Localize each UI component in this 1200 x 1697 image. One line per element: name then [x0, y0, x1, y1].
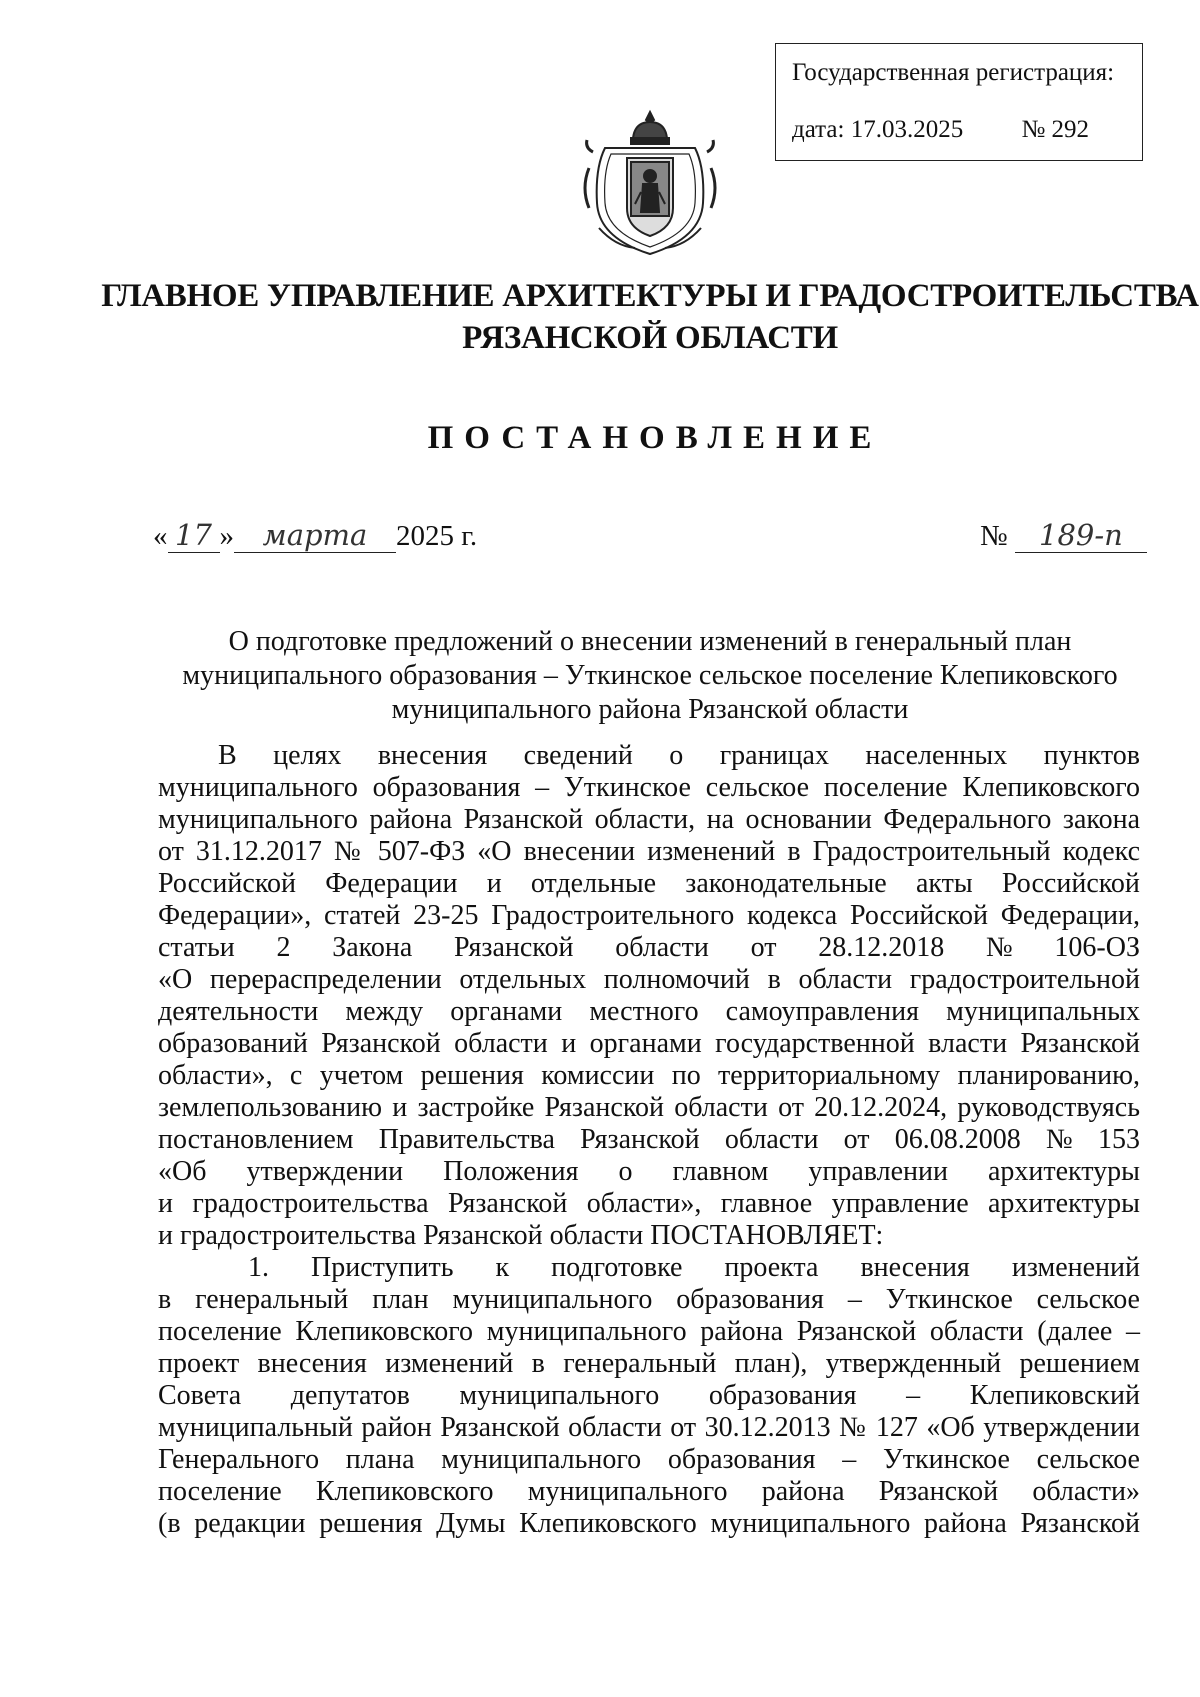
body-word: в	[158, 1284, 172, 1315]
body-line	[158, 1252, 1140, 1284]
body-line: муниципального района Рязанской области, на основании Федерального закона	[158, 804, 1140, 835]
body-word: главном	[672, 1156, 769, 1187]
body-line	[158, 1476, 1140, 1508]
body-word: законодательные	[685, 868, 887, 899]
document-body	[158, 740, 1140, 1540]
body-word: Рязанской	[454, 932, 574, 963]
document-number	[980, 520, 1147, 553]
body-word: отдельные	[530, 868, 657, 899]
body-word: от	[843, 1124, 870, 1155]
body-word: сведений	[523, 740, 633, 771]
body-word: области	[724, 1124, 819, 1155]
date-month: марта	[234, 520, 396, 553]
body-word: утверждении	[246, 1156, 404, 1187]
body-line: (в редакции решения Думы Клепиковского муниципального района Рязанской	[158, 1508, 1140, 1539]
body-word: подготовке	[551, 1252, 683, 1283]
body-word: –	[847, 1284, 862, 1315]
body-word: области»	[1032, 1476, 1140, 1507]
body-line: области», с учетом решения комиссии по территориальному планированию,	[158, 1060, 1140, 1091]
body-word: проекта	[724, 1252, 819, 1283]
body-word: целях	[273, 740, 342, 771]
subject-line-2: муниципального образования – Уткинское сельское поселение Клепиковского	[182, 660, 1118, 691]
body-word: №	[985, 932, 1013, 963]
document-subject	[150, 625, 1150, 727]
body-word: образования	[708, 1380, 857, 1411]
body-word: о	[669, 740, 684, 771]
body-line: Федерации», статей 23-25 Градостроительного кодекса Российской Федерации,	[158, 900, 1140, 931]
document-type: ПОСТАНОВЛЕНИЕ	[427, 420, 883, 456]
body-word: управлении	[808, 1156, 948, 1187]
body-word: В	[218, 740, 237, 771]
body-line: муниципальный район Рязанской области от 30.12.2013 № 127 «Об утверждении	[158, 1412, 1140, 1443]
body-line: землепользованию и застройке Рязанской области от 20.12.2024, руководствуясь	[158, 1092, 1140, 1123]
body-word: акты	[915, 868, 973, 899]
body-word: муниципального	[527, 1476, 728, 1507]
body-line	[158, 1444, 1140, 1476]
subject-line-3: муниципального района Рязанской области	[391, 694, 909, 725]
body-word: внесения	[860, 1252, 970, 1283]
body-word: Клепиковского	[315, 1476, 494, 1507]
body-word: сельское	[1036, 1284, 1140, 1315]
date-day: 17	[168, 520, 220, 553]
body-line: от 31.12.2017 № 507-ФЗ «О внесении изменений в Градостроительный кодекс	[158, 836, 1140, 867]
body-word: образования	[676, 1284, 824, 1315]
body-word: Генерального	[158, 1444, 320, 1475]
body-word: 1.	[248, 1252, 269, 1283]
body-word: постановлением	[158, 1124, 354, 1155]
body-word: 153	[1097, 1124, 1140, 1155]
body-word: границах	[719, 740, 829, 771]
body-word: Совета	[158, 1380, 242, 1411]
body-line: «О перераспределении отдельных полномочий в области градостроительной	[158, 964, 1140, 995]
body-word: о	[618, 1156, 633, 1187]
body-word: муниципального	[441, 1444, 642, 1475]
body-word: Федерации	[325, 868, 458, 899]
body-word: деятельности	[158, 996, 319, 1027]
body-word: генеральный	[195, 1284, 349, 1315]
agency-line-2: РЯЗАНСКОЙ ОБЛАСТИ	[462, 320, 838, 356]
body-line	[158, 996, 1140, 1028]
body-word: Российской	[158, 868, 296, 899]
body-line	[158, 1124, 1140, 1156]
body-word: Уткинское	[882, 1444, 1010, 1475]
body-word: 06.08.2008	[894, 1124, 1021, 1155]
body-line: и градостроительства Рязанской области ПОСТАНОВЛЯЕТ:	[158, 1220, 884, 1251]
body-word: местного	[589, 996, 699, 1027]
body-word: и	[486, 868, 502, 899]
number-label: №	[980, 520, 1008, 552]
document-date	[153, 520, 477, 553]
registration-row	[792, 117, 1142, 142]
body-word: муниципального	[452, 1284, 653, 1315]
registration-date: дата: 17.03.2025	[792, 116, 964, 143]
body-line	[158, 1284, 1140, 1316]
registration-stamp	[775, 43, 1143, 161]
body-word: от	[750, 932, 777, 963]
body-word: органами	[450, 996, 563, 1027]
agency-name	[0, 275, 1200, 359]
body-word: к	[495, 1252, 510, 1283]
body-word: 106-ОЗ	[1054, 932, 1140, 963]
body-word: муниципального	[459, 1380, 660, 1411]
body-line	[158, 1156, 1140, 1188]
body-word: –	[906, 1380, 921, 1411]
agency-line-1: ГЛАВНОЕ УПРАВЛЕНИЕ АРХИТЕКТУРЫ И ГРАДОСТРОИТЕЛЬСТВА	[101, 278, 1199, 314]
body-word: архитектуры	[987, 1156, 1140, 1187]
body-word: 2	[276, 932, 291, 963]
body-word: между	[345, 996, 424, 1027]
body-word: статьи	[158, 932, 235, 963]
body-word: –	[842, 1444, 857, 1475]
body-word: Рязанской	[580, 1124, 700, 1155]
body-word: самоуправления	[725, 996, 920, 1027]
body-word: Положения	[443, 1156, 579, 1187]
body-word: №	[1046, 1124, 1073, 1155]
body-word: внесения	[377, 740, 488, 771]
body-line	[158, 1380, 1140, 1412]
date-year: 2025 г.	[396, 520, 478, 552]
body-word: Рязанской	[878, 1476, 999, 1507]
body-word: 28.12.2018	[818, 932, 945, 963]
body-word: образования	[667, 1444, 816, 1475]
date-close-quote: »	[219, 520, 234, 552]
body-word: плана	[345, 1444, 415, 1475]
body-word: пунктов	[1043, 740, 1140, 771]
coat-of-arms-icon	[575, 108, 725, 258]
number-value: 189-п	[1015, 520, 1147, 553]
body-word: план	[372, 1284, 429, 1315]
body-word: депутатов	[290, 1380, 410, 1411]
body-line	[158, 932, 1140, 964]
body-word: Приступить	[311, 1252, 454, 1283]
body-word: населенных	[865, 740, 1008, 771]
body-word: Правительства	[378, 1124, 555, 1155]
body-line: муниципального образования – Уткинское сельское поселение Клепиковского	[158, 772, 1140, 803]
registration-title: Государственная регистрация:	[792, 59, 1115, 86]
body-word: области	[615, 932, 709, 963]
body-word: Уткинское	[885, 1284, 1013, 1315]
body-line: проект внесения изменений в генеральный план), утвержденный решением	[158, 1348, 1140, 1379]
registration-number: № 292	[1021, 116, 1090, 143]
body-word: «Об	[158, 1156, 207, 1187]
body-word: сельское	[1036, 1444, 1140, 1475]
date-open-quote: «	[153, 520, 168, 552]
body-word: Клепиковский	[969, 1380, 1140, 1411]
body-line: поселение Клепиковского муниципального района Рязанской области (далее –	[158, 1316, 1140, 1347]
body-line: и градостроительства Рязанской области», главное управление архитектуры	[158, 1188, 1140, 1219]
body-word: Российской	[1001, 868, 1140, 899]
body-line: образований Рязанской области и органами государственной власти Рязанской	[158, 1028, 1140, 1059]
body-word: муниципальных	[946, 996, 1140, 1027]
body-line	[158, 868, 1140, 900]
body-word: изменений	[1011, 1252, 1140, 1283]
body-word: Закона	[332, 932, 413, 963]
subject-line-1: О подготовке предложений о внесении изменений в генеральный план	[228, 626, 1072, 657]
body-word: района	[761, 1476, 845, 1507]
body-word: поселение	[158, 1476, 282, 1507]
body-line	[158, 740, 1140, 772]
